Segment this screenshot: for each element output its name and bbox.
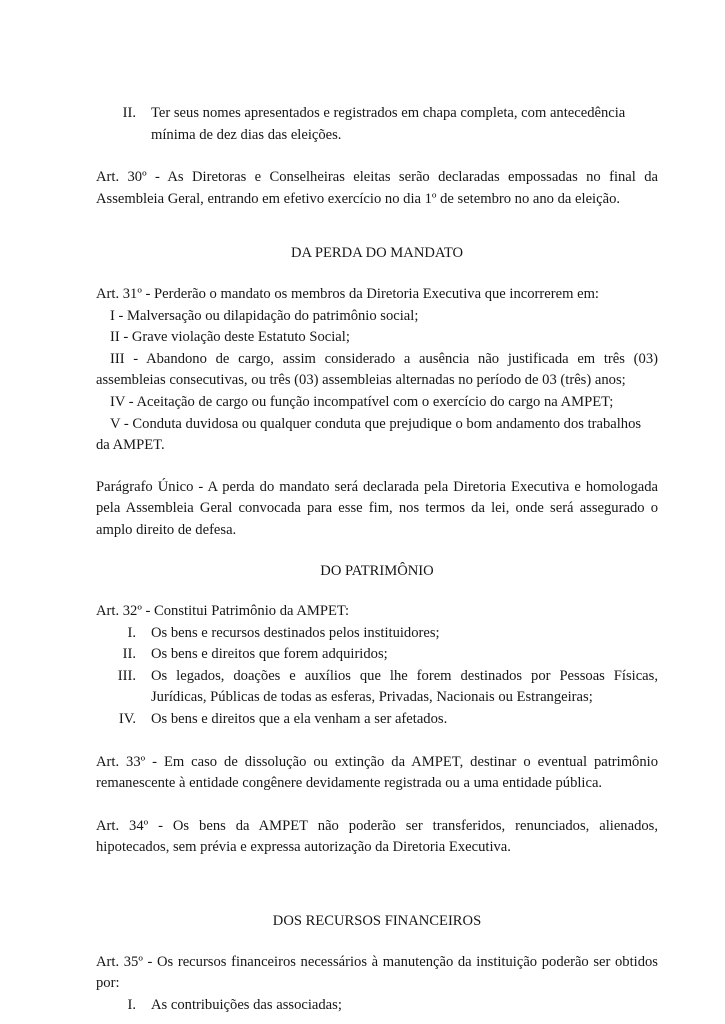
list-item-text: Os bens e direitos que forem adquiridos; (151, 646, 388, 663)
carryover-list (96, 103, 658, 146)
spacer (96, 265, 658, 284)
list-item-text: Ter seus nomes apresentados e registrados em chapa completa, com antecedência mínima de dez dias das eleições. (151, 105, 626, 143)
list-item (96, 644, 658, 666)
list-item-text: Os bens e recursos destinados pelos instituidores; (151, 624, 440, 641)
article-31-list (96, 306, 658, 457)
list-item-numeral: I. (127, 624, 136, 641)
list-item: II - Grave violação deste Estatuto Social; (110, 329, 350, 346)
list-item-numeral: III. (117, 667, 136, 684)
article-35-list (96, 995, 658, 1017)
list-item-numeral: I. (127, 996, 136, 1013)
article-32-list (96, 623, 658, 731)
list-item: I - Malversação ou dilapidação do patrimônio social; (110, 307, 419, 324)
list-item-numeral: IV. (118, 711, 136, 728)
spacer (96, 795, 658, 816)
spacer (96, 210, 658, 243)
list-item: IV - Aceitação de cargo ou função incompatível com o exercício do cargo na AMPET; (110, 393, 614, 410)
top-spacer (96, 0, 658, 103)
article-35-intro: Art. 35º - Os recursos financeiros necessários à manutenção da instituição poderão ser obtidos por: (96, 953, 658, 992)
spacer (96, 859, 658, 911)
paragrafo-unico: Parágrafo Único - A perda do mandato será declarada pela Diretoria Executiva e homologada pela Assembleia Geral convocada para esse fim, nos termos da lei, onde será assegurado o amplo direito de defesa. (96, 478, 658, 538)
list-item-numeral: II. (122, 646, 136, 663)
list-item (96, 103, 658, 146)
list-item: V - Conduta duvidosa ou qualquer conduta que prejudique o bom andamento dos trabalhos da AMPET. (96, 415, 642, 454)
section-heading-recursos: DOS RECURSOS FINANCEIROS (272, 913, 482, 930)
list-item-text: Os legados, doações e auxílios que lhe forem destinados por Pessoas Físicas, Jurídicas, Públicas de todas as esferas, Privadas, Nacionais ou Estrangeiras; (151, 667, 658, 706)
list-item-text: As contribuições das associadas; (151, 996, 342, 1013)
spacer (96, 146, 658, 167)
list-item-text: Os bens e direitos que a ela venham a ser afetados. (151, 711, 448, 728)
section-heading-patrimonio: DO PATRIMÔNIO (320, 562, 434, 579)
spacer (96, 542, 658, 561)
article-30-paragraph: Art. 30º - As Diretoras e Conselheiras eleitas serão declaradas empossadas no final da Assembleia Geral, entrando em efetivo exercício no dia 1º de setembro no ano da eleição. (96, 169, 658, 207)
list-item: III - Abandono de cargo, assim considerado a ausência não justificada em três (03) assembleias consecutivas, ou três (03) assembleias alternadas no período de 03 (três) anos; (96, 350, 658, 389)
list-item (96, 666, 658, 709)
article-31-intro: Art. 31º - Perderão o mandato os membros da Diretoria Executiva que incorrerem em: (96, 285, 599, 302)
spacer (96, 582, 658, 601)
article-34-paragraph: Art. 34º - Os bens da AMPET não poderão ser transferidos, renunciados, alienados, hipotecados, sem prévia e expressa autorização da Diretoria Executiva. (96, 817, 658, 856)
list-item-numeral: II. (122, 105, 136, 121)
list-item (96, 709, 658, 731)
spacer (96, 731, 658, 752)
article-33-paragraph: Art. 33º - Em caso de dissolução ou extinção da AMPET, destinar o eventual patrimônio remanescente à entidade congênere devidamente registrada ou a uma entidade pública. (96, 753, 658, 792)
document-content (96, 0, 658, 1016)
list-item (96, 623, 658, 645)
spacer (96, 933, 658, 952)
spacer (96, 457, 658, 477)
article-32-intro: Art. 32º - Constitui Patrimônio da AMPET: (96, 603, 350, 620)
section-heading-perda-mandato: DA PERDA DO MANDATO (290, 245, 464, 262)
list-item (96, 995, 658, 1017)
